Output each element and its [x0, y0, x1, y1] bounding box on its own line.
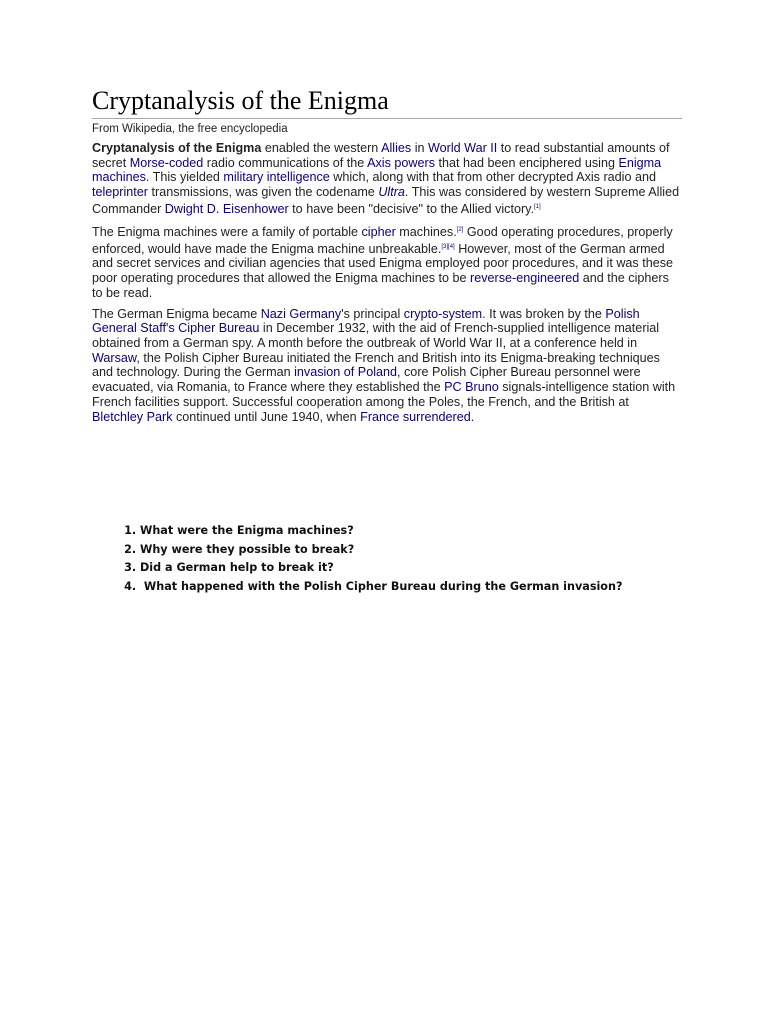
- text-span: , the Polish Cipher Bureau initiated the French and British into its Enigma-breaking techniques and technology. During the German: [92, 350, 660, 380]
- link-bletchley-park[interactable]: Bletchley Park: [92, 409, 173, 424]
- link-morse-coded[interactable]: Morse-coded: [129, 155, 204, 170]
- paragraph-machines: [92, 223, 682, 301]
- text-span: enabled the western: [261, 141, 382, 155]
- link-pc-bruno[interactable]: PC Bruno: [444, 380, 499, 395]
- question-item: 4. What happened with the Polish Cipher Bureau during the German invasion?: [140, 578, 622, 597]
- link-crypto-system[interactable]: crypto-system: [403, 306, 483, 321]
- text-span: .: [470, 409, 475, 424]
- link-ultra-text: Ultra: [378, 185, 405, 200]
- question-item: 2. Why were they possible to break?: [140, 541, 622, 560]
- text-span: The Enigma machines were a family of portable: [92, 224, 362, 239]
- text-span: to read substantial amounts of secret: [92, 141, 670, 170]
- text-span: . This yielded: [145, 170, 224, 185]
- text-span: 's principal: [341, 306, 404, 321]
- link-warsaw[interactable]: Warsaw: [92, 350, 137, 365]
- link-teleprinter[interactable]: teleprinter: [92, 185, 149, 200]
- article-title: Cryptanalysis of the Enigma: [92, 86, 682, 119]
- text-span: and the ciphers to be read.: [92, 271, 669, 300]
- paragraph-intro: [92, 141, 682, 217]
- text-span: signals-intelligence station with French facilities support. Successful cooperation among the Poles, the French, and the British at: [92, 380, 676, 409]
- lead-term: Cryptanalysis of the Enigma: [92, 141, 262, 155]
- link-reverse-engineered[interactable]: reverse-engineered: [470, 271, 580, 286]
- text-span: in December 1932, with the aid of French-supplied intelligence material obtained from a German spy. A month before the outbreak of World War II, at a conference held in: [92, 321, 660, 350]
- wikipedia-article: [92, 86, 682, 424]
- link-military-intelligence[interactable]: military intelligence: [223, 170, 330, 185]
- text-span: machines.: [395, 224, 457, 239]
- article-tagline: From Wikipedia, the free encyclopedia: [92, 123, 288, 135]
- text-span: continued until June 1940, when: [172, 409, 361, 424]
- text-span: However, most of the German armed and secret services and civilian agencies that used Enigma employed poor procedures, and it was these poor operating procedures that allowed the Enigma machines to be: [92, 241, 674, 286]
- text-span: radio communications of the: [203, 155, 368, 170]
- text-span: Good operating procedures, properly enforced, would have made the Enigma machine unbreakable.: [92, 224, 673, 256]
- link-eisenhower[interactable]: Dwight D. Eisenhower: [164, 202, 289, 216]
- link-invasion-of-poland[interactable]: invasion of Poland: [294, 365, 398, 380]
- link-france-surrendered[interactable]: France surrendered: [360, 409, 471, 424]
- link-allies[interactable]: Allies: [381, 141, 412, 155]
- link-cipher[interactable]: cipher: [361, 224, 396, 239]
- reference-3-4[interactable]: [3][4]: [441, 243, 455, 250]
- paragraph-history: [92, 307, 682, 425]
- link-polish-cipher-bureau[interactable]: Polish General Staff's Cipher Bureau: [92, 306, 640, 336]
- link-axis-powers[interactable]: Axis powers: [367, 155, 435, 170]
- text-span: that had been enciphered using: [435, 155, 619, 170]
- link-nazi-germany[interactable]: Nazi Germany: [260, 306, 342, 321]
- text-span: transmissions, was given the codename: [148, 185, 379, 200]
- text-span: which, along with that from other decrypted Axis radio and: [329, 170, 656, 185]
- text-span: . This was considered by western Supreme Allied Commander: [92, 185, 680, 216]
- question-item: 3. Did a German help to break it?: [140, 559, 622, 578]
- link-enigma-machines[interactable]: Enigma machines: [92, 155, 662, 185]
- text-span: in: [411, 141, 429, 155]
- text-span: The German Enigma became: [92, 306, 261, 321]
- reference-1[interactable]: [1]: [534, 203, 541, 210]
- reference-2[interactable]: [2]: [456, 226, 464, 233]
- question-list: [114, 522, 622, 596]
- link-world-war-ii[interactable]: World War II: [428, 141, 498, 155]
- text-span: . It was broken by the: [482, 306, 606, 321]
- link-ultra[interactable]: [378, 185, 405, 199]
- text-span: to have been "decisive" to the Allied victory.: [288, 202, 535, 216]
- question-item: 1. What were the Enigma machines?: [140, 522, 622, 541]
- text-span: , core Polish Cipher Bureau personnel were evacuated, via Romania, to France where they established the: [92, 365, 641, 395]
